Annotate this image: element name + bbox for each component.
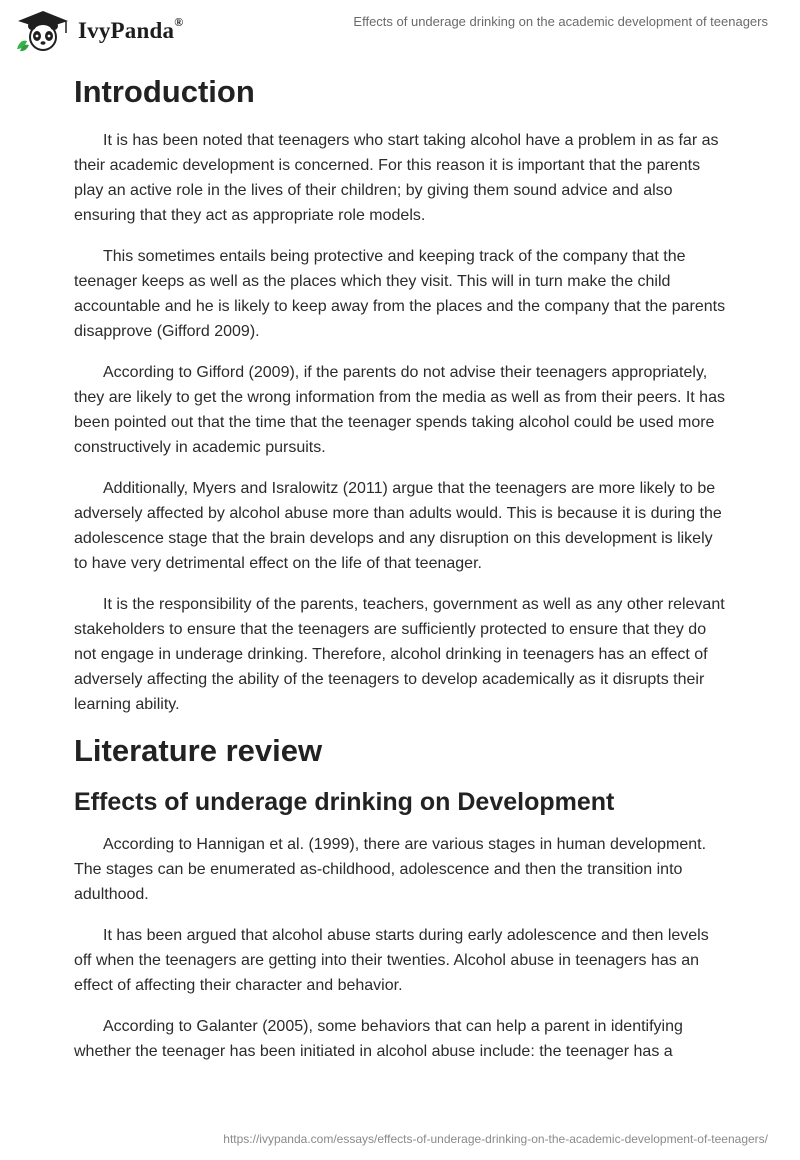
paragraph: According to Hannigan et al. (1999), there are various stages in human development. The stages can be enumerated as-childhood, adolescence and then the transition into adulthood. [74, 836, 707, 903]
paragraph: Additionally, Myers and Isralowitz (2011) argue that the teenagers are more likely to be adversely affected by alcohol abuse more than adults would. This is because it is during the adolescence stage that the brain develops and any disruption on this development is likely to have very detrimental effect on the life of that teenager. [74, 480, 722, 572]
section-heading-introduction: Introduction [74, 74, 255, 109]
paragraph: It is the responsibility of the parents, teachers, government as well as any other relevant stakeholders to ensure that the teenagers are sufficiently protected to ensure that they do not engage in underage drinking. Therefore, alcohol drinking in teenagers has an effect of adversely affecting the ability of the teenagers to develop academically as it disrupts their learning ability. [74, 596, 725, 713]
paragraph: This sometimes entails being protective and keeping track of the company that the teenager keeps as well as the places which they visit. This will in turn make the child accountable and he is likely to keep away from the places and the company that the parents disapprove (Gifford 2009). [74, 248, 726, 340]
source-url[interactable]: https://ivypanda.com/essays/effects-of-underage-drinking-on-the-academic-development-of-teenagers/ [223, 1132, 768, 1146]
essay-content [74, 66, 730, 1080]
section-heading-literature-review: Literature review [74, 733, 323, 768]
subsection-heading: Effects of underage drinking on Development [74, 788, 615, 816]
running-header-title: Effects of underage drinking on the academic development of teenagers [353, 14, 768, 29]
paragraph: According to Galanter (2005), some behaviors that can help a parent in identifying whether the teenager has been initiated in alcohol abuse include: the teenager has a [74, 1018, 683, 1060]
brand-name: IvyPanda® [78, 15, 184, 43]
panda-graduate-icon [14, 9, 72, 53]
brand-logo[interactable] [14, 9, 183, 53]
paragraph: It is has been noted that teenagers who start taking alcohol have a problem in as far as their academic development is concerned. For this reason it is important that the parents play an active role in the lives of their children; by giving them sound advice and also ensuring that they act as appropriate role models. [74, 132, 719, 224]
paragraph: According to Gifford (2009), if the parents do not advise their teenagers appropriately, they are likely to get the wrong information from the media as well as from their peers. It has been pointed out that the time that the teenager spends taking alcohol could be used more constructively in academic pursuits. [74, 364, 725, 456]
paragraph: It has been argued that alcohol abuse starts during early adolescence and then levels off when the teenagers are getting into their twenties. Alcohol abuse in teenagers has an effect of affecting their character and behavior. [74, 927, 709, 994]
